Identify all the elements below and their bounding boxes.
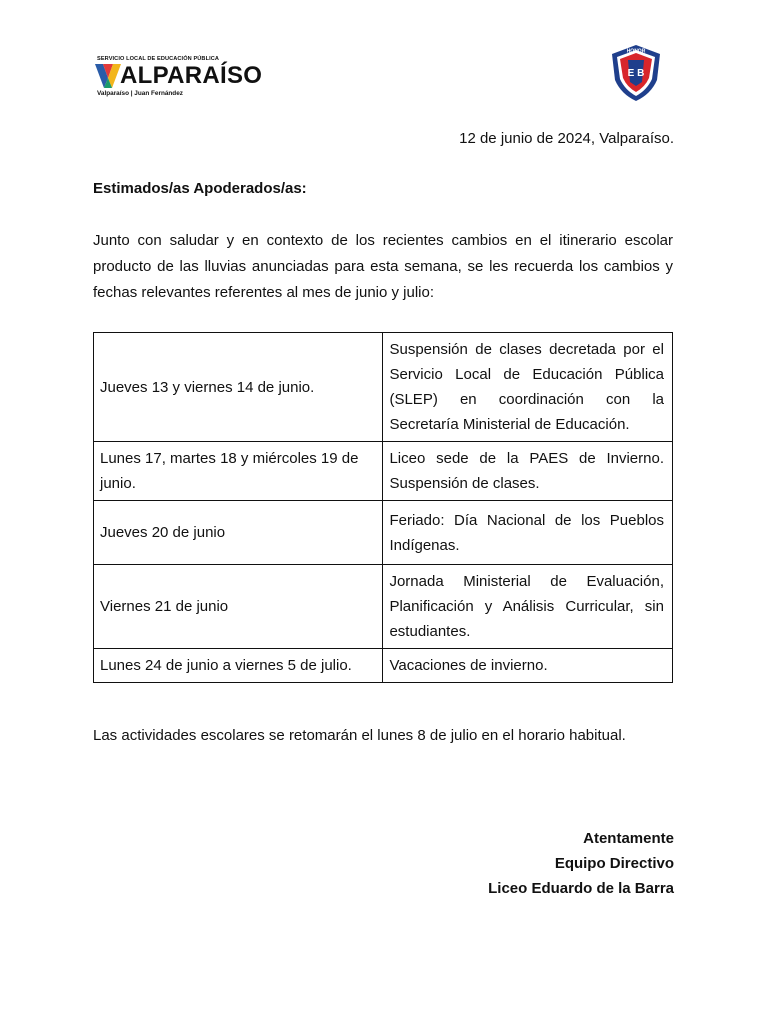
signature-line: Atentamente [583,830,674,847]
table-row [94,442,673,501]
logo-kicker: SERVICIO LOCAL DE EDUCACIÓN PÚBLICA [97,56,220,62]
table-row [94,333,673,442]
letter-date: 12 de junio de 2024, Valparaíso. [459,130,674,147]
school-crest-icon [611,44,661,102]
signature-line: Liceo Eduardo de la Barra [488,880,674,897]
table-row [94,565,673,649]
closing-paragraph: Las actividades escolares se retomarán el lunes 8 de julio en el horario habitual. [93,727,626,744]
logo-v-icon [95,64,121,88]
schedule-event: Liceo sede de la PAES de Invierno. Suspensión de clases. [383,442,673,501]
table-row [94,649,673,683]
schedule-event: Feriado: Día Nacional de los Pueblos Indígenas. [383,501,673,565]
table-row [94,501,673,565]
schedule-event: Suspensión de clases decretada por el Servicio Local de Educación Pública (SLEP) en coordinación con la Secretaría Ministerial de Educación. [383,333,673,442]
signature-block [488,826,674,901]
schedule-event: Jornada Ministerial de Evaluación, Planificación y Análisis Curricular, sin estudiantes. [383,565,673,649]
schedule-event: Vacaciones de invierno. [383,649,673,683]
crest-text: HONOR [626,48,646,55]
slep-logo [95,56,295,100]
intro-paragraph: Junto con saludar y en contexto de los recientes cambios en el itinerario escolar producto de las lluvias anunciadas para esta semana, se les recuerda los cambios y fechas relevantes referentes al mes de junio y julio: [93,232,673,301]
schedule-table [93,332,673,683]
schedule-date: Jueves 13 y viernes 14 de junio. [94,333,383,442]
schedule-date: Viernes 21 de junio [94,565,383,649]
logo-subtitle: Valparaíso | Juan Fernández [97,90,183,97]
schedule-date: Lunes 24 de junio a viernes 5 de julio. [94,649,383,683]
salutation: Estimados/as Apoderados/as: [93,180,307,197]
signature-line: Equipo Directivo [554,855,674,872]
schedule-date: Lunes 17, martes 18 y miércoles 19 de junio. [94,442,383,501]
logo-word: ALPARAÍSO [120,62,263,89]
crest-letters: E B [627,68,645,79]
schedule-date: Jueves 20 de junio [94,501,383,565]
logo-wordmark [95,62,262,90]
